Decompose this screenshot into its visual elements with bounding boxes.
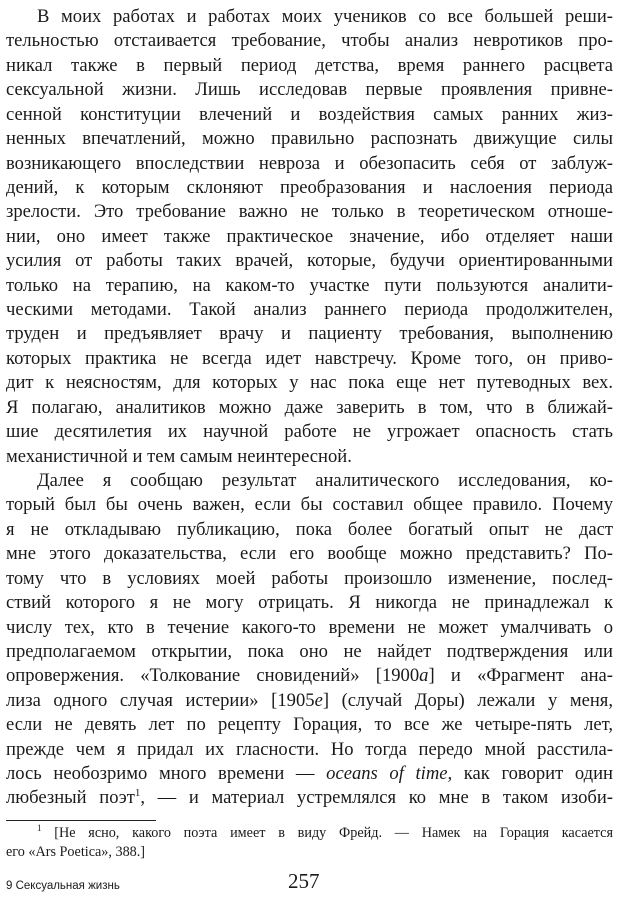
text-segment: Далее я сообщаю результат аналитического исследования, ко- [37,469,613,491]
text-line [6,152,613,176]
text-line [6,762,613,786]
text-segment: Я полагаю, аналитиков можно даже заверить в том, что в ближай- [6,396,613,418]
text-line [6,54,613,78]
text-segment: прежде чем я придал их гласности. Но тогда передо мной расстила- [6,738,613,760]
text-line [6,176,613,200]
text-segment: тельностью отстаивается требование, чтобы анализ невротиков про- [6,30,613,52]
text-line [6,664,613,688]
text-line [6,322,613,346]
text-line [6,225,613,249]
text-line [6,103,613,127]
text-line [6,420,613,444]
text-line [6,713,613,737]
footnote-marker: 1 [37,823,42,833]
text-segment: опровержения. «Толкование сновидений» [1900 [6,665,420,687]
text-line [6,493,613,517]
text-segment: лось необозримо много времени — [6,763,327,785]
text-segment: если не девять лет по рецепту Горация, то все же четыре-пять лет, [6,714,613,736]
text-segment: ческими методами. Такой анализ раннего периода продолжителен, [6,299,613,321]
text-segment: нии, оно имеет также практическое значение, ибо отделяет наши [6,225,613,247]
text-segment: oceans of time, [326,763,453,785]
text-segment: В моих работах и работах моих учеников со все большей реши- [37,6,613,27]
text-segment: дений, к которым склоняют преобразования и наслоения периода [6,176,613,198]
text-segment: зрелости. Это требование важно не только в теоретическом отноше- [6,201,613,223]
text-segment: механистичной и тем самым неинтересной. [6,445,352,467]
text-line [6,200,613,224]
text-line [6,445,613,469]
text-segment: ] и «Фрагмент ана- [428,665,613,687]
text-segment: которых практика не всегда идет навстречу. Кроме того, он приво- [6,347,613,369]
text-line [6,78,613,102]
text-line [6,127,613,151]
footnote-rule [6,820,156,821]
text-segment: предполагаемом открытии, пока оно не найдет подтверждения или [6,640,613,662]
text-line [6,542,613,566]
text-line [6,396,613,420]
text-segment: только на терапию, на каком-то участке пути пользуются аналити- [6,274,613,296]
text-line [6,347,613,371]
text-segment: a [419,665,429,687]
text-segment: числу тех, кто в течение какого-то времени не может умалчивать о [6,616,613,638]
text-line [6,298,613,322]
text-line [6,518,613,542]
text-segment: как говорит один [452,763,613,785]
text-segment: торый был бы очень важен, если бы составил общее правило. Почему [6,494,613,516]
text-line [6,29,613,53]
text-segment: мне этого доказательства, если его вообще можно представить? По- [6,543,613,565]
footnote-text-1: [Не ясно, какого поэта имеет в виду Фрейд. — Намек на Горация касается [54,825,613,841]
text-segment: лиза одного случая истерии» [1905 [6,689,315,711]
footnote-reference: 1 [134,787,141,800]
text-segment: дит к неясностям, для которых у нас пока еще нет путеводных вех. [6,372,613,394]
text-segment: шие десятилетия их научной работе не угрожает опасность стать [6,421,613,443]
text-segment: никал также в первый период детства, время раннего расцвета [6,54,613,76]
text-segment: , — и материал устремлялся ко мне в таком изоби- [140,787,613,809]
text-line [6,567,613,591]
footnote-line-2: его «Ars Poetica», 388.] [6,844,146,860]
text-segment: труден и предъявляет врачу и пациенту требования, выполнению [6,323,613,345]
text-segment: ствий которого я не могу отрицать. Я никогда не принадлежал к [6,592,613,614]
text-segment: ненных впечатлений, можно правильно распознать движущие силы [6,128,613,150]
text-line [6,738,613,762]
text-segment: ] (случай Доры) лежали у меня, [322,689,613,711]
text-line [6,591,613,615]
text-segment: любезный поэт [6,787,135,809]
page-number: 257 [288,869,320,893]
text-line [37,5,613,29]
text-segment: сексуальной жизни. Лишь исследовав первые проявления привне- [6,79,613,101]
text-segment: e [314,689,323,711]
printer-signature: 9 Сексуальная жизнь [6,880,120,892]
footnote-line-1 [37,824,613,843]
text-line [37,469,613,493]
text-segment: тому что в условиях моей работы произошло изменение, послед- [6,567,613,589]
text-line [6,689,613,713]
text-segment: возникающего впоследствии невроза и обезопасить себя от заблуж- [6,152,613,174]
text-line [6,640,613,664]
text-line [6,274,613,298]
text-line [6,616,613,640]
text-segment: я не откладываю публикацию, пока более богатый опыт не даст [6,518,613,540]
text-segment: усилия от работы таких врачей, которые, будучи ориентированными [6,250,613,272]
text-line [6,249,613,273]
text-line [6,786,613,810]
text-segment: сенной конституции влечений и воздействия самых ранних жиз- [6,103,613,125]
text-line [6,371,613,395]
